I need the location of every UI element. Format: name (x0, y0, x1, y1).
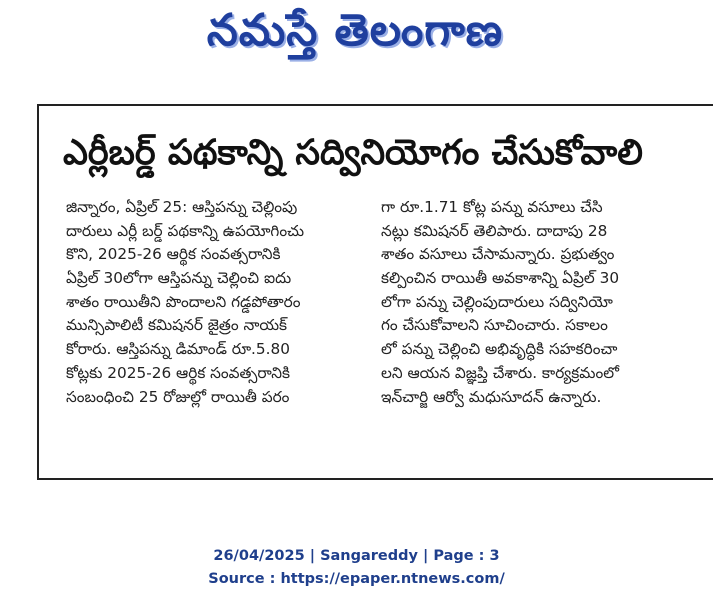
article-line: లో పన్ను చెల్లించి అభివృద్ధికి సహకరించా (381, 340, 618, 359)
article-line: సంబంధించి 25 రోజుల్లో రాయితీ పరం (66, 387, 290, 406)
article-clipping (37, 104, 713, 480)
article-line: గా రూ.1.71 కోట్ల పన్ను వసూలు చేసి (381, 198, 603, 216)
article-line: శాతం వసూలు చేసామన్నారు. ప్రభుత్వం (381, 245, 615, 264)
article-line: మున్సిపాలిటీ కమిషనర్ జైత్రం నాయక్ (66, 316, 288, 335)
article-line: గం చేసుకోవాలని సూచించారు. సకాలం (381, 316, 608, 335)
article-line: నట్లు కమిషనర్ తెలిపారు. దాదాపు 28 (381, 221, 608, 240)
footer-date-edition: 26/04/2025 | Sangareddy | Page : 3 (213, 548, 500, 564)
article-line: కోరారు. ఆస్తిపన్ను డిమాండ్ రూ.5.80 (66, 340, 290, 359)
footer-source-link[interactable]: Source : https://epaper.ntnews.com/ (208, 571, 505, 587)
article-line: ఏప్రిల్ 30లోగా ఆస్తిపన్ను చెల్లించి ఐదు (66, 269, 292, 288)
article-column-left (66, 196, 370, 409)
article-line: జిన్నారం, ఏప్రిల్ 25: ఆస్తిపన్ను చెల్లింపు (66, 198, 298, 216)
article-line: కొని, 2025-26 ఆర్థిక సంవత్సరానికి (66, 245, 281, 264)
newspaper-masthead: నమస్తే తెలంగాణ (206, 5, 504, 56)
article-line: దారులు ఎర్లీ బర్డ్ పథకాన్ని ఉపయోగించు (66, 221, 305, 240)
article-column-right (381, 196, 701, 409)
article-line: శాతం రాయితీని పొందాలని గడ్డపోతారం (66, 292, 301, 311)
article-line: ఇన్‌చార్జి ఆర్వో మధుసూదన్ ఉన్నారు. (381, 387, 602, 406)
article-line: కల్పించిన రాయితీ అవకాశాన్ని ఏప్రిల్ 30 (381, 269, 620, 288)
article-line: కోట్లకు 2025-26 ఆర్థిక సంవత్సరానికి (66, 363, 290, 382)
article-line: లోగా పన్ను చెల్లింపుదారులు సద్వినియో (381, 292, 613, 311)
article-headline: ఎర్లీబర్డ్ పథకాన్ని సద్వినియోగం చేసుకోవాలి (63, 133, 643, 173)
article-line: లని ఆయన విజ్ఞప్తి చేశారు. కార్యక్రమంలో (381, 363, 619, 382)
